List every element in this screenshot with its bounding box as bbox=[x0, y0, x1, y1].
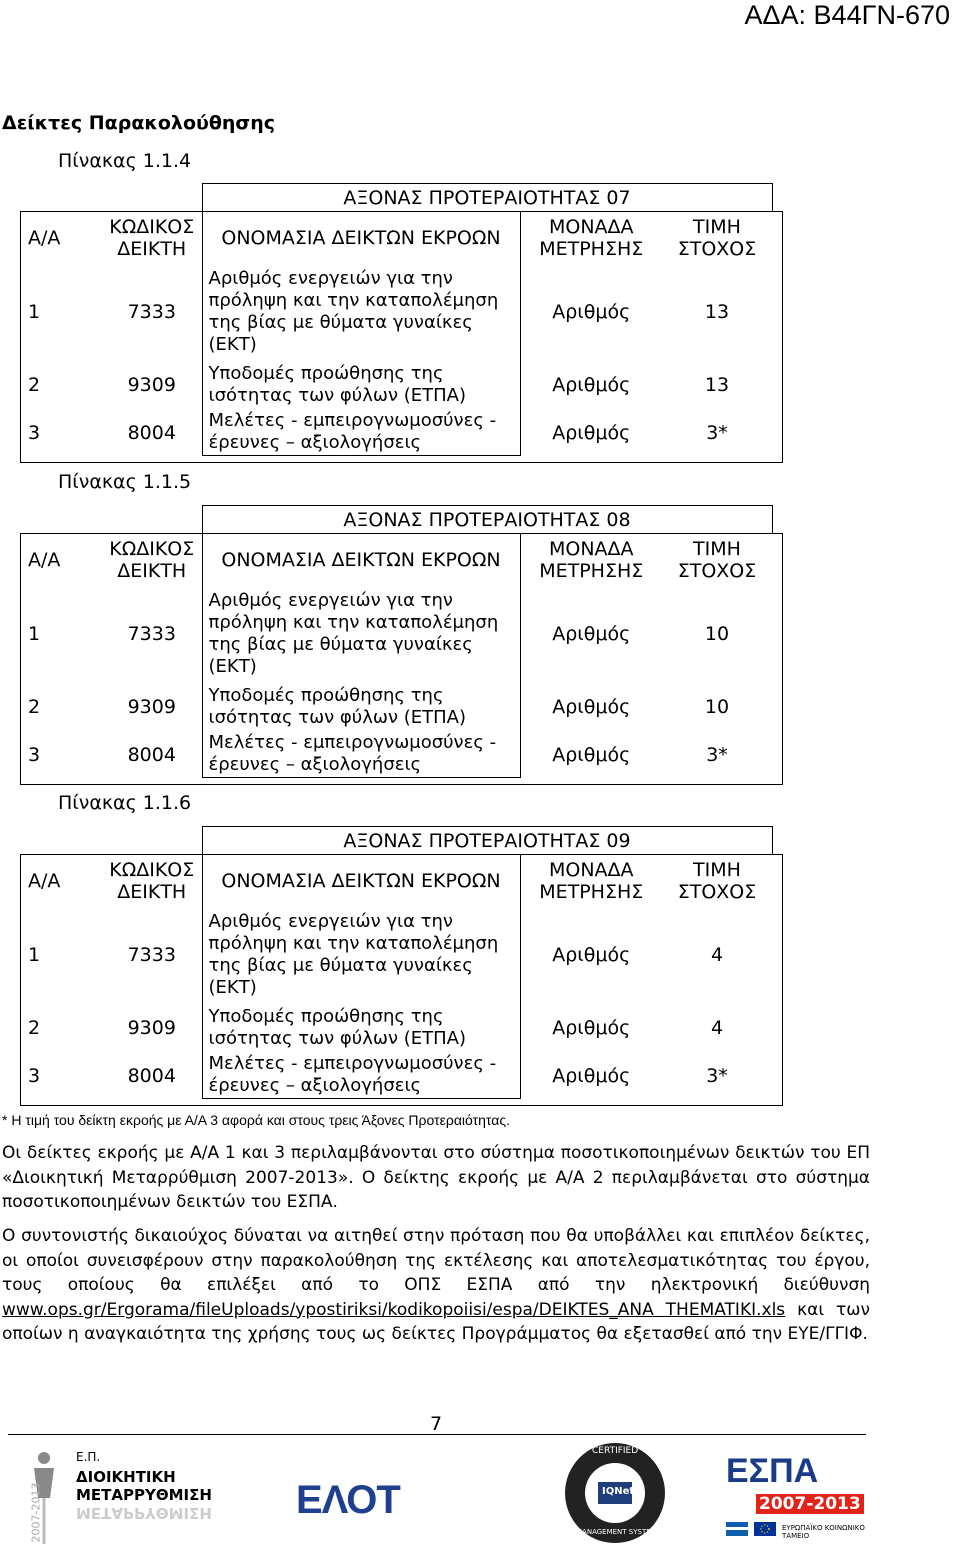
row-code: 8004 bbox=[127, 743, 176, 766]
row-aa: 1 bbox=[28, 622, 41, 645]
paragraph-2-tail: και των οποίων η αναγκαιότητα της χρήσης τους ως δείκτες Προγράμματος θα εξετασθεί από την ΕΥΕ/ΓΓΙΦ. bbox=[2, 1299, 870, 1344]
column-header-target: ΤΙΜΗ ΣΤΟΧΟΣ bbox=[677, 215, 757, 260]
document-code: ΑΔΑ: Β44ΓΝ-670 bbox=[744, 0, 950, 30]
axis-title: ΑΞΟΝΑΣ ΠΡΟΤΕΡΑΙΟΤΗΤΑΣ 07 bbox=[202, 184, 772, 212]
row-name: Υποδομές προώθησης της ισότητας των φύλων (ΕΤΠΑ) bbox=[202, 682, 520, 732]
row-name: Μελέτες - εμπειρογνωμοσύνες - έρευνες – αξιολογήσεις bbox=[202, 1053, 520, 1099]
row-aa: 3 bbox=[28, 1064, 41, 1087]
row-target: 13 bbox=[704, 300, 730, 323]
row-unit: Αριθμός bbox=[552, 1064, 631, 1087]
column-header-aa: Α/Α bbox=[28, 226, 61, 249]
table-label: Πίνακας 1.1.4 bbox=[58, 150, 192, 172]
row-aa: 3 bbox=[28, 421, 41, 444]
diktitiki-metarrythmisi-logo bbox=[28, 1446, 228, 1546]
row-code: 7333 bbox=[127, 943, 176, 966]
logo-reflection: ΜΕΤΑΡΡΥΘΜΙΣΗ bbox=[76, 1504, 212, 1522]
logo-years: 2007-2013 bbox=[29, 1482, 43, 1543]
column-header-aa: Α/Α bbox=[28, 548, 61, 571]
espa-years: 2007-2013 bbox=[756, 1494, 864, 1514]
indicators-table bbox=[20, 505, 773, 778]
row-aa: 1 bbox=[28, 300, 41, 323]
column-header-code: ΚΩΔΙΚΟΣ ΔΕΙΚΤΗ bbox=[109, 215, 195, 260]
section-title: Δείκτες Παρακολούθησης bbox=[2, 112, 275, 134]
logo-title-line1: ΔΙΟΙΚΗΤΙΚΗ bbox=[76, 1468, 176, 1486]
row-target: 10 bbox=[704, 622, 730, 645]
row-target: 3* bbox=[706, 1064, 728, 1087]
column-header-aa: Α/Α bbox=[28, 869, 61, 892]
row-target: 10 bbox=[704, 695, 730, 718]
row-code: 8004 bbox=[127, 421, 176, 444]
paragraph-1: Οι δείκτες εκροής με Α/Α 1 και 3 περιλαμβάνονται στο σύστημα ποσοτικοποιημένων δεικτών του ΕΠ «Διοικητική Μεταρρύθμιση 2007-2013». Ο δείκτης εκροής με Α/Α 2 περιλαμβάνεται στο σύστημα ποσοτικοποιημένων δεικτών του ΕΣΠΑ. bbox=[2, 1143, 870, 1212]
column-header-code: ΚΩΔΙΚΟΣ ΔΕΙΚΤΗ bbox=[109, 858, 195, 903]
row-target: 4 bbox=[710, 1016, 724, 1039]
column-header-unit: ΜΟΝΑΔΑ ΜΕΤΡΗΣΗΣ bbox=[539, 537, 644, 582]
cert-bottom-text: MANAGEMENT SYSTEM bbox=[576, 1528, 657, 1536]
footer-divider bbox=[8, 1434, 866, 1435]
column-header-target: ΤΙΜΗ ΣΤΟΧΟΣ bbox=[677, 858, 757, 903]
row-name: Αριθμός ενεργειών για την πρόληψη και την καταπολέμηση της βίας με θύματα γυναίκες (ΕΚΤ) bbox=[202, 586, 520, 682]
row-name: Υποδομές προώθησης της ισότητας των φύλων (ΕΤΠΑ) bbox=[202, 1003, 520, 1053]
column-header-name: ΟΝΟΜΑΣΙΑ ΔΕΙΚΤΩΝ ΕΚΡΟΩΝ bbox=[202, 855, 520, 907]
indicators-table bbox=[20, 183, 773, 456]
row-aa: 2 bbox=[28, 1016, 41, 1039]
row-target: 3* bbox=[706, 743, 728, 766]
paragraph-2-text: Ο συντονιστής δικαιούχος δύναται να αιτηθεί στην πρόταση που θα υποβάλλει και επιπλέον δείκτες, οι οποίοι συνεισφέρουν στην παρακολούθηση της εκτέλεσης και αποτελεσματικότητας του έργου, τους οποίους θα επιλέξει από το ΟΠΣ ΕΣΠΑ από την ηλεκτρονική διεύθυνση bbox=[2, 1226, 870, 1295]
table-row bbox=[20, 682, 772, 732]
row-code: 8004 bbox=[127, 1064, 176, 1087]
row-unit: Αριθμός bbox=[552, 421, 631, 444]
axis-title: ΑΞΟΝΑΣ ΠΡΟΤΕΡΑΙΟΤΗΤΑΣ 08 bbox=[202, 506, 772, 534]
column-header-unit: ΜΟΝΑΔΑ ΜΕΤΡΗΣΗΣ bbox=[539, 858, 644, 903]
logo-ep-label: Ε.Π. bbox=[76, 1450, 101, 1464]
row-name: Αριθμός ενεργειών για την πρόληψη και την καταπολέμηση της βίας με θύματα γυναίκες (ΕΚΤ) bbox=[202, 907, 520, 1003]
row-aa: 1 bbox=[28, 943, 41, 966]
indicators-link[interactable]: www.ops.gr/Ergorama/fileUploads/ypostiriksi/kodikopoiisi/espa/DEIKTES_ANA THEMATIKI.xls bbox=[2, 1299, 786, 1320]
table-row bbox=[20, 264, 772, 360]
column-header-code: ΚΩΔΙΚΟΣ ΔΕΙΚΤΗ bbox=[109, 537, 195, 582]
table-row bbox=[20, 1003, 772, 1053]
column-header-unit: ΜΟΝΑΔΑ ΜΕΤΡΗΣΗΣ bbox=[539, 215, 644, 260]
row-name: Υποδομές προώθησης της ισότητας των φύλων (ΕΤΠΑ) bbox=[202, 360, 520, 410]
table-row bbox=[20, 586, 772, 682]
row-target: 4 bbox=[710, 943, 724, 966]
iqnet-certified-logo bbox=[562, 1440, 668, 1546]
row-target: 13 bbox=[704, 373, 730, 396]
row-unit: Αριθμός bbox=[552, 622, 631, 645]
elot-logo bbox=[296, 1478, 428, 1526]
row-target: 3* bbox=[706, 421, 728, 444]
row-code: 9309 bbox=[127, 1016, 176, 1039]
table-row bbox=[20, 360, 772, 410]
row-code: 7333 bbox=[127, 300, 176, 323]
row-unit: Αριθμός bbox=[552, 1016, 631, 1039]
indicators-table bbox=[20, 826, 773, 1099]
row-aa: 2 bbox=[28, 373, 41, 396]
row-aa: 3 bbox=[28, 743, 41, 766]
row-code: 9309 bbox=[127, 695, 176, 718]
row-name: Αριθμός ενεργειών για την πρόληψη και την καταπολέμηση της βίας με θύματα γυναίκες (ΕΚΤ) bbox=[202, 264, 520, 360]
cert-mid-text: IQNet bbox=[602, 1486, 635, 1497]
espa-wordmark: ΕΣΠΑ bbox=[726, 1452, 819, 1490]
table-row bbox=[20, 732, 772, 778]
cert-top-text: CERTIFIED bbox=[592, 1446, 639, 1456]
footnote: * Η τιμή του δείκτη εκροής με Α/Α 3 αφορά και στους τρεις Άξονες Προτεραιότητας. bbox=[2, 1112, 510, 1128]
table-row bbox=[20, 1053, 772, 1099]
column-header-name: ΟΝΟΜΑΣΙΑ ΔΕΙΚΤΩΝ ΕΚΡΟΩΝ bbox=[202, 212, 520, 264]
row-unit: Αριθμός bbox=[552, 695, 631, 718]
table-label: Πίνακας 1.1.6 bbox=[58, 792, 192, 814]
paragraph-2 bbox=[2, 1224, 870, 1347]
column-header-target: ΤΙΜΗ ΣΤΟΧΟΣ bbox=[677, 537, 757, 582]
row-unit: Αριθμός bbox=[552, 373, 631, 396]
logo-title-line2: ΜΕΤΑΡΡΥΘΜΙΣΗ bbox=[76, 1486, 212, 1504]
axis-title: ΑΞΟΝΑΣ ΠΡΟΤΕΡΑΙΟΤΗΤΑΣ 09 bbox=[202, 827, 772, 855]
row-code: 9309 bbox=[127, 373, 176, 396]
espa-logo bbox=[726, 1452, 866, 1548]
table-row bbox=[20, 410, 772, 456]
elot-wordmark: ΕΛΟΤ bbox=[296, 1478, 400, 1522]
row-unit: Αριθμός bbox=[552, 743, 631, 766]
page-number: 7 bbox=[430, 1413, 443, 1435]
row-name: Μελέτες - εμπειρογνωμοσύνες - έρευνες – αξιολογήσεις bbox=[202, 732, 520, 778]
column-header-name: ΟΝΟΜΑΣΙΑ ΔΕΙΚΤΩΝ ΕΚΡΟΩΝ bbox=[202, 534, 520, 586]
esf-label: ΕΥΡΩΠΑΪΚΟ ΚΟΙΝΩΝΙΚΟ ΤΑΜΕΙΟ bbox=[782, 1524, 865, 1540]
row-aa: 2 bbox=[28, 695, 41, 718]
table-row bbox=[20, 907, 772, 1003]
row-unit: Αριθμός bbox=[552, 300, 631, 323]
table-label: Πίνακας 1.1.5 bbox=[58, 471, 192, 493]
row-unit: Αριθμός bbox=[552, 943, 631, 966]
row-name: Μελέτες - εμπειρογνωμοσύνες - έρευνες – αξιολογήσεις bbox=[202, 410, 520, 456]
row-code: 7333 bbox=[127, 622, 176, 645]
